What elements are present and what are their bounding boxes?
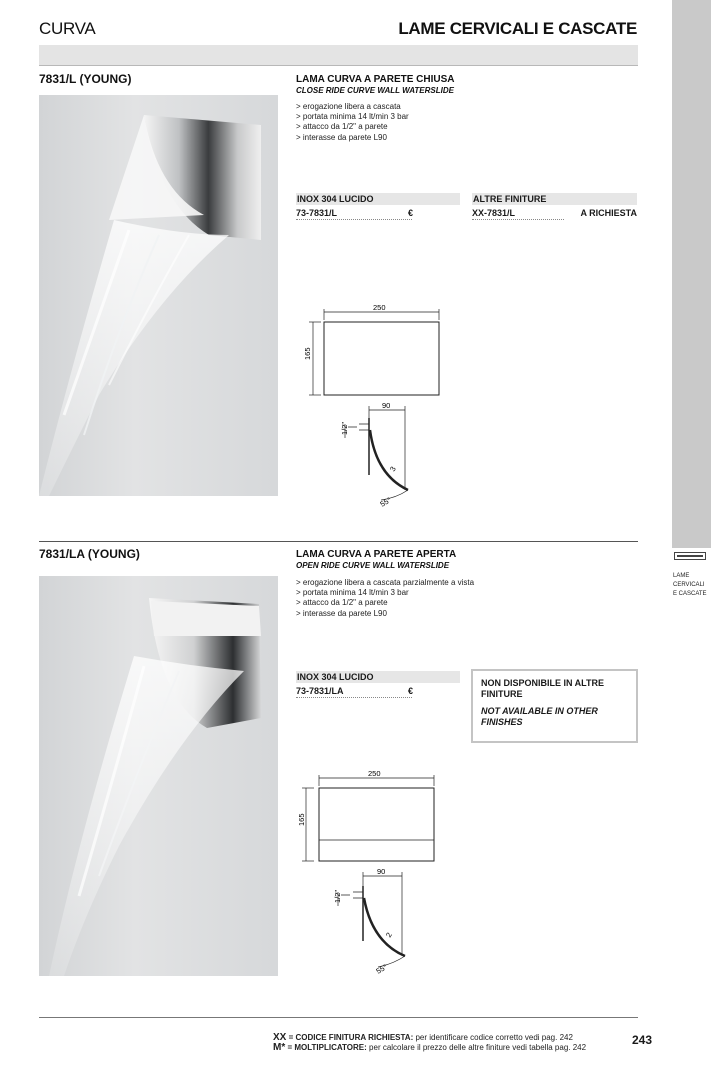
product-subtitle: OPEN RIDE CURVE WALL WATERSLIDE <box>296 561 450 570</box>
availability-note <box>471 669 638 743</box>
dim-thickness: 2 <box>383 930 394 939</box>
finish-header: INOX 304 LUCIDO <box>296 671 460 683</box>
dim-depth: 90 <box>377 867 386 876</box>
legend-m-label: = MOLTIPLICATORE: <box>287 1043 367 1052</box>
section-title: CURVA <box>39 19 96 38</box>
dim-thickness: 3 <box>387 464 398 473</box>
feature-item: > interasse da parete L90 <box>296 608 387 618</box>
feature-item: > attacco da 1/2" a parete <box>296 122 388 132</box>
dim-width: 250 <box>373 303 386 312</box>
side-tab-line: LAME <box>673 573 690 579</box>
side-tab-line: E CASCATE <box>673 591 707 597</box>
product-photo <box>39 95 278 496</box>
header-band <box>39 45 638 66</box>
other-finish-header: ALTRE FINITURE <box>472 193 637 205</box>
legend-m-text: per calcolare il prezzo delle altre finiture vedi tabella pag. 242 <box>369 1043 587 1052</box>
feature-item: > portata minima 14 lt/min 3 bar <box>296 112 409 122</box>
page-number: 243 <box>632 1033 653 1047</box>
on-request-label: A RICHIESTA <box>580 208 637 218</box>
dim-height: 165 <box>297 813 306 826</box>
dim-depth: 90 <box>382 401 391 410</box>
side-tab-line: CERVICALI <box>673 582 705 588</box>
product-code: 7831/LA (YOUNG) <box>39 547 140 561</box>
dim-thread: 1/2" <box>340 421 349 435</box>
technical-drawing <box>290 766 440 981</box>
price-currency: € <box>408 686 414 696</box>
finish-code: 73-7831/L <box>296 208 412 220</box>
side-tab-label <box>673 572 707 599</box>
side-strip-top <box>672 0 711 548</box>
product-subtitle: CLOSE RIDE CURVE WALL WATERSLIDE <box>296 86 454 95</box>
section-divider <box>39 541 638 542</box>
finish-code: 73-7831/LA <box>296 686 412 698</box>
side-tab <box>672 548 711 628</box>
side-tab-icon <box>674 552 706 560</box>
dim-thread: 1/2" <box>333 889 342 903</box>
product-code: 7831/L (YOUNG) <box>39 72 132 86</box>
legend-xx-text: per identificare codice corretto vedi pag. 242 <box>415 1033 573 1042</box>
product-photo <box>39 576 278 976</box>
note-english: NOT AVAILABLE IN OTHER FINISHES <box>481 706 598 727</box>
dim-width: 250 <box>368 769 381 778</box>
waterslide-photo <box>39 576 278 976</box>
product-title: LAMA CURVA A PARETE CHIUSA <box>296 74 455 85</box>
feature-list <box>296 102 409 143</box>
legend-xx-label: = CODICE FINITURA RICHIESTA: <box>288 1033 414 1042</box>
category-title: LAME CERVICALI E CASCATE <box>398 19 637 38</box>
footer-legend <box>273 1033 586 1053</box>
product-title: LAMA CURVA A PARETE APERTA <box>296 549 457 560</box>
dim-height: 165 <box>303 347 312 360</box>
side-strip-bottom <box>672 628 711 1066</box>
footer-divider <box>39 1017 638 1018</box>
feature-item: > erogazione libera a cascata <box>296 102 401 111</box>
note-italian: NON DISPONIBILE IN ALTRE FINITURE <box>481 678 605 699</box>
price-currency: € <box>408 208 414 218</box>
other-finish-code: XX-7831/L <box>472 208 564 220</box>
dim-angle: 55° <box>378 495 393 509</box>
legend-m <box>273 1043 586 1053</box>
legend-xx <box>273 1033 586 1043</box>
technical-drawing <box>296 300 446 515</box>
legend-m-key: M* <box>273 1042 286 1053</box>
feature-item: > erogazione libera a cascata parzialmente a vista <box>296 578 475 587</box>
waterslide-photo <box>39 95 278 496</box>
feature-item: > interasse da parete L90 <box>296 132 387 142</box>
dim-angle: 55° <box>374 962 389 976</box>
feature-item: > attacco da 1/2" a parete <box>296 598 388 608</box>
feature-list <box>296 578 474 619</box>
legend-xx-key: XX <box>273 1032 287 1043</box>
finish-header: INOX 304 LUCIDO <box>296 193 460 205</box>
feature-item: > portata minima 14 lt/min 3 bar <box>296 588 409 598</box>
